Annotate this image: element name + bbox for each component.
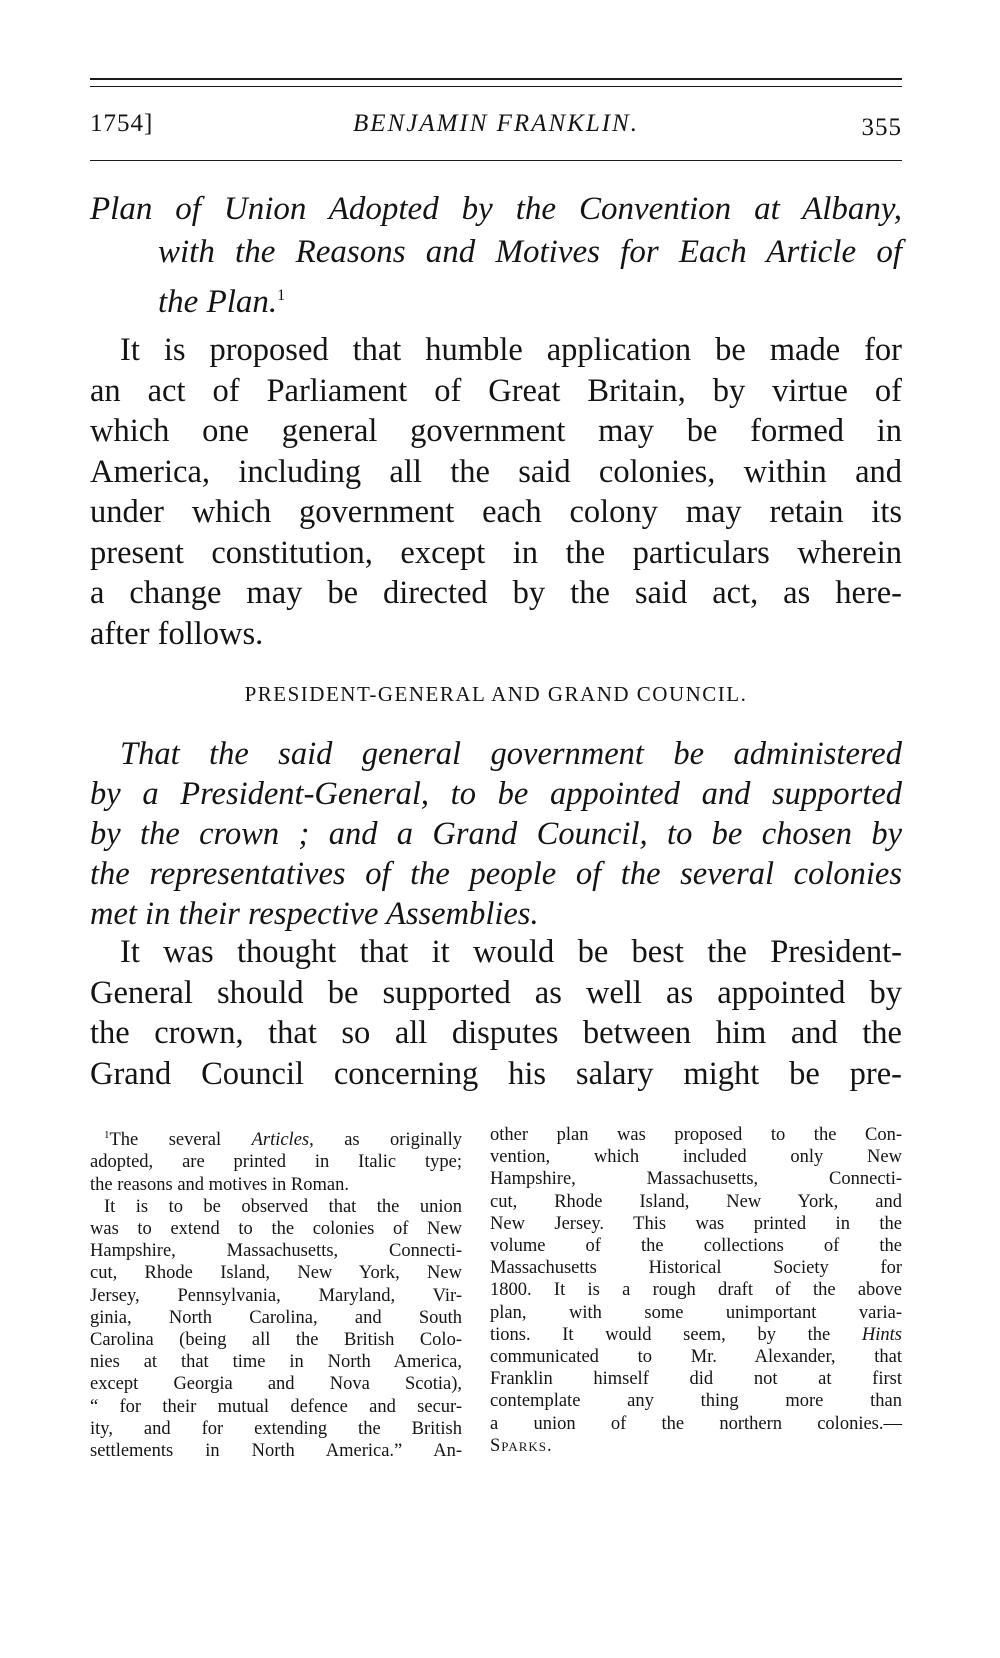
- text-line: It is proposed that humble application be made for: [120, 332, 902, 368]
- article-line: met in their respective Assemblies.: [90, 896, 539, 932]
- paragraph-reasons: [90, 932, 902, 1094]
- document-title-line: Plan of Union Adopted by the Convention at Albany,: [90, 191, 902, 227]
- footnote-emphasis: Hints: [861, 1324, 902, 1345]
- footnote-text: tions. It would seem, by the: [490, 1324, 862, 1345]
- text-line: a change may be directed by the said act, as here-: [90, 575, 902, 611]
- article-text: [90, 734, 902, 934]
- text-line: after follows.: [90, 615, 264, 652]
- text-line: present constitution, except in the particulars wherein: [90, 534, 902, 571]
- footnote-text: as originally: [313, 1130, 462, 1151]
- footnote-line: vention, which included only New: [490, 1147, 902, 1168]
- section-heading: PRESIDENT-GENERAL AND GRAND COUNCIL.: [244, 682, 748, 706]
- footnote-line: plan, with some unimportant varia-: [490, 1302, 902, 1323]
- footnote-line: volume of the collections of the: [490, 1236, 902, 1257]
- footnote-line: Jersey, Pennsylvania, Maryland, Vir-: [90, 1285, 462, 1306]
- running-head-title: BENJAMIN FRANKLIN.: [353, 110, 639, 137]
- footnote-line: a union of the northern colonies.—: [490, 1413, 902, 1434]
- footnote-marker: 1: [104, 1129, 110, 1141]
- text-line: under which government each colony may retain its: [90, 494, 902, 530]
- footnote-line: except Georgia and Nova Scotia),: [90, 1374, 462, 1395]
- text-line: It was thought that it would be best the President-: [120, 934, 902, 970]
- paragraph-proposal: [90, 330, 902, 654]
- footnote-line: other plan was proposed to the Con-: [490, 1125, 902, 1145]
- footnote-line: [490, 1324, 902, 1346]
- article-line: That the said general government be administered: [120, 736, 902, 772]
- text-line: America, including all the said colonies, within and: [90, 453, 902, 490]
- header-rule-thin: [90, 86, 902, 87]
- footnote-line: adopted, are printed in Italic type;: [90, 1152, 462, 1173]
- footnotes: [90, 1124, 902, 1464]
- header-rule-bottom: [90, 160, 902, 161]
- footnote-column-right: [490, 1124, 902, 1457]
- running-head: [90, 110, 902, 150]
- document-title-line: [90, 274, 902, 324]
- footnote-line: settlements in North America.” An-: [90, 1441, 462, 1461]
- footnote-marker: 1: [277, 287, 286, 304]
- article-line: by the crown ; and a Grand Council, to be chosen by: [90, 816, 902, 852]
- footnote-line: Hampshire, Massachusetts, Connecti-: [490, 1169, 902, 1190]
- footnote-line: Carolina (being all the British Colo-: [90, 1329, 462, 1350]
- footnote-line: It is to be observed that the union: [104, 1196, 462, 1217]
- text-line: General should be supported as well as appointed by: [90, 974, 902, 1011]
- footnote-line: contemplate any thing more than: [490, 1391, 902, 1412]
- running-head-year: 1754]: [90, 110, 154, 137]
- text-line: which one general government may be formed in: [90, 413, 902, 449]
- footnote-line: ity, and for extending the British: [90, 1418, 462, 1439]
- text-line: Grand Council concerning his salary might be pre-: [90, 1055, 902, 1092]
- footnote-signature: Sparks.: [490, 1435, 553, 1456]
- text-line: the crown, that so all disputes between him and the: [90, 1015, 902, 1051]
- footnote-line: cut, Rhode Island, New York, New: [90, 1263, 462, 1284]
- article-line: the representatives of the people of the several colonies: [90, 856, 902, 892]
- footnote-line: was to extend to the colonies of New: [90, 1218, 462, 1239]
- footnote-emphasis: Articles,: [251, 1130, 314, 1151]
- footnote-text: The several: [109, 1130, 252, 1151]
- footnote-column-left: [90, 1124, 462, 1462]
- footnote-line: Massachusetts Historical Society for: [490, 1258, 902, 1279]
- footnote-line: cut, Rhode Island, New York, and: [490, 1191, 902, 1212]
- footnote-line: “ for their mutual defence and secur-: [90, 1396, 462, 1417]
- footnote-line: the reasons and motives in Roman.: [90, 1174, 349, 1195]
- footnote-line: Hampshire, Massachusetts, Connecti-: [90, 1241, 462, 1262]
- header-rule-top: [90, 78, 902, 80]
- footnote-line: New Jersey. This was printed in the: [490, 1213, 902, 1234]
- document-title-line: with the Reasons and Motives for Each Article of: [158, 234, 902, 270]
- document-title-text: the Plan.: [158, 284, 278, 320]
- footnote-line: nies at that time in North America,: [90, 1352, 462, 1373]
- footnote-line: 1800. It is a rough draft of the above: [490, 1280, 902, 1301]
- document-title: [90, 188, 902, 324]
- text-line: an act of Parliament of Great Britain, by virtue of: [90, 372, 902, 409]
- page-number: 355: [861, 114, 902, 141]
- footnote-line: Franklin himself did not at first: [490, 1369, 902, 1390]
- article-line: by a President-General, to be appointed and supported: [90, 776, 902, 812]
- footnote-line: ginia, North Carolina, and South: [90, 1307, 462, 1328]
- footnote-line: communicated to Mr. Alexander, that: [490, 1347, 902, 1368]
- footnote-line: [90, 1124, 462, 1151]
